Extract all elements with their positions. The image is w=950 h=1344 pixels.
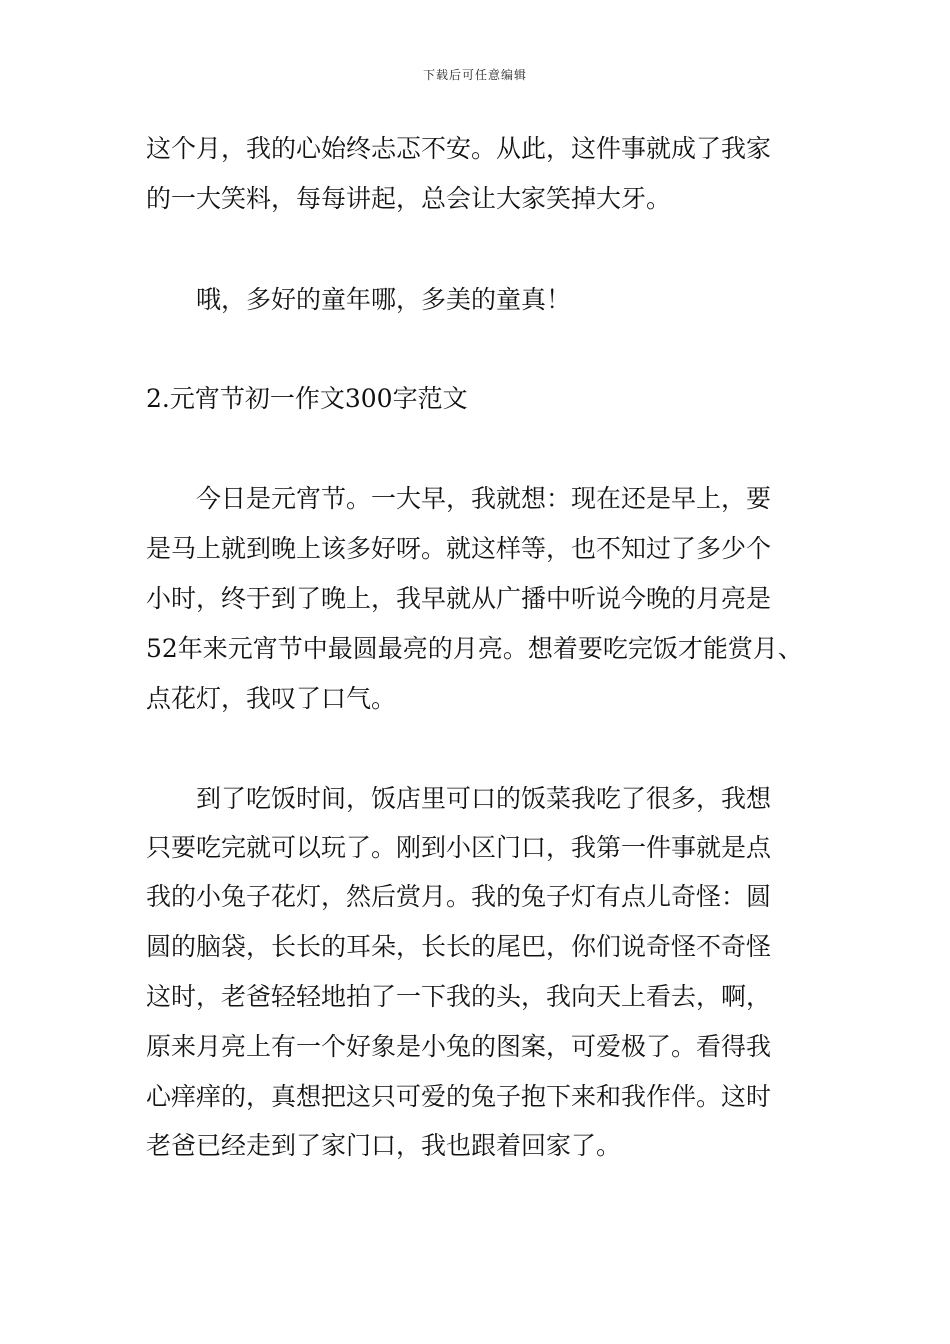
paragraph-line: 圆的脑袋，长长的耳朵，长长的尾巴，你们说奇怪不奇怪 bbox=[146, 932, 772, 961]
paragraph-line: 点花灯，我叹了口气。 bbox=[146, 684, 397, 713]
paragraph-line: 的一大笑料，每每讲起，总会让大家笑掉大牙。 bbox=[146, 184, 672, 213]
paragraph-line: 这时，老爸轻轻地拍了一下我的头，我向天上看去，啊， bbox=[146, 982, 772, 1011]
paragraph-line: 原来月亮上有一个好象是小兔的图案，可爱极了。看得我 bbox=[146, 1032, 772, 1061]
paragraph-line: 老爸已经走到了家门口，我也跟着回家了。 bbox=[146, 1131, 622, 1160]
paragraph-line: 我的小兔子花灯，然后赏月。我的兔子灯有点儿奇怪：圆 bbox=[146, 882, 772, 911]
paragraph-line: 哦，多好的童年哪，多美的童真！ bbox=[196, 285, 572, 314]
paragraph-line: 心痒痒的，真想把这只可爱的兔子抱下来和我作伴。这时 bbox=[146, 1082, 772, 1111]
paragraph-line: 这个月，我的心始终忐忑不安。从此，这件事就成了我家 bbox=[146, 134, 772, 163]
section-heading: 2.元宵节初一作文300字范文 bbox=[146, 384, 468, 413]
header-note: 下载后可任意编辑 bbox=[422, 68, 527, 82]
paragraph-line: 今日是元宵节。一大早，我就想：现在还是早上，要 bbox=[196, 484, 772, 513]
paragraph-line: 只要吃完就可以玩了。刚到小区门口，我第一件事就是点 bbox=[146, 833, 772, 862]
paragraph-line: 小时，终于到了晚上，我早就从广播中听说今晚的月亮是 bbox=[146, 584, 772, 613]
paragraph-line: 是马上就到晚上该多好呀。就这样等，也不知过了多少个 bbox=[146, 534, 772, 563]
paragraph-line: 到了吃饭时间，饭店里可口的饭菜我吃了很多，我想 bbox=[196, 784, 772, 813]
paragraph-line: 52年来元宵节中最圆最亮的月亮。想着要吃完饭才能赏月、 bbox=[146, 634, 803, 663]
